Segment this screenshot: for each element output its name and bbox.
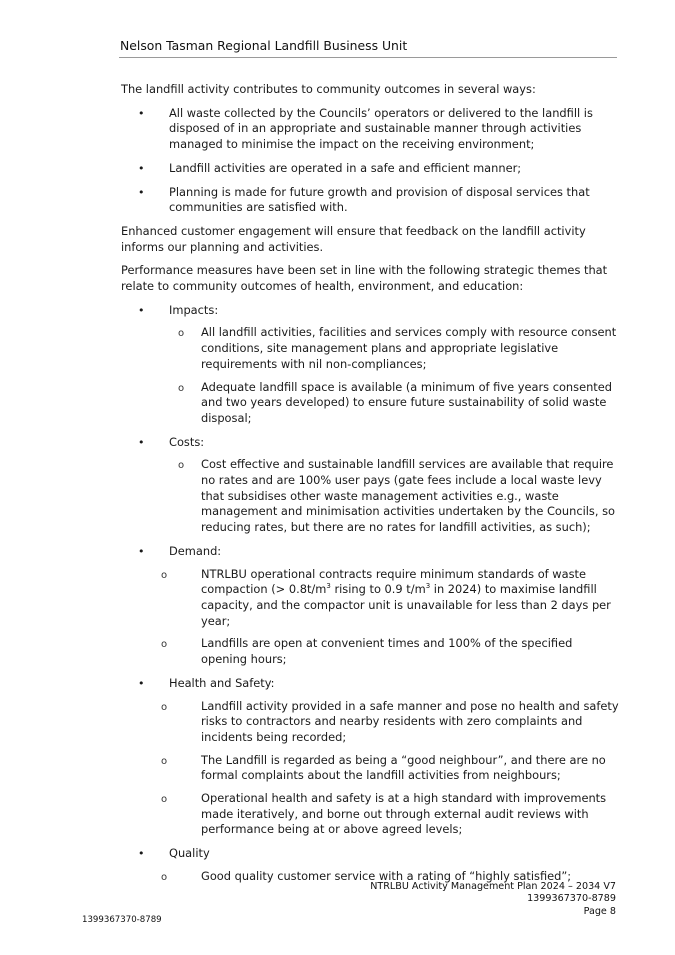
list-item [121,185,621,216]
sub-bullet-icon: o [161,871,168,883]
list-item [161,636,621,667]
theme-demand [121,544,621,668]
measure-text: Landfill activity provided in a safe manner and pose no health and safety risks to contractors and nearby residents with zero complaints and incidents being recorded; [201,698,619,744]
list-item [161,566,621,630]
list-item [121,106,621,153]
outcomes-list [121,106,621,216]
themes-list [121,303,621,885]
measure-text: Adequate landfill space is available (a minimum of five years consented and two years developed) to ensure future sustainability of solid waste disposal; [201,379,613,425]
header-divider [119,57,617,58]
list-item [161,698,621,746]
theme-label: Health and Safety: [169,675,275,690]
theme-costs [121,435,621,536]
list-item [169,457,621,536]
list-item [161,791,621,838]
measure-text: The Landfill is regarded as being a “good neighbour”, and there are no formal complaints about the landfill activities from neighbours; [201,752,606,783]
superscript: 3 [326,582,331,591]
document-id: 1399367370-8789 [82,915,162,925]
bullet-icon: • [138,847,145,861]
bullet-icon: • [138,303,145,317]
bullet-icon: • [138,185,145,199]
sub-bullet-icon: o [161,639,168,651]
sub-bullet-icon: o [161,794,168,806]
superscript: 3 [425,582,431,591]
theme-quality [121,846,621,884]
theme-sublist [161,566,621,668]
outcome-text: Landfill activities are operated in a safe and efficient manner; [169,160,522,175]
sub-bullet-icon: o [161,701,168,713]
engagement-paragraph: Enhanced customer engagement will ensure that feedback on the landfill activity informs our planning and activities. [121,223,586,254]
footer-reference: 1399367370-8789 [527,893,616,905]
sub-bullet-icon: o [178,328,185,340]
page-header-title: Nelson Tasman Regional Landfill Business Unit [120,38,408,53]
measure-text: All landfill activities, facilities and services comply with resource consent conditions, site management plans and appropriate legislative requirements with nil non-compliances; [201,325,617,371]
theme-label: Costs: [169,434,205,449]
compaction-text-part: NTRLBU operational contracts require minimum standards of waste compaction (> 0.8t/m [201,566,587,597]
page-footer [370,881,616,918]
sub-bullet-icon: o [161,569,168,581]
theme-impacts [121,303,621,427]
list-item [169,325,621,372]
sub-bullet-icon: o [178,382,185,394]
theme-sublist [169,325,621,426]
list-item [169,380,621,427]
measure-text: Cost effective and sustainable landfill services are available that require no rates and are 100% user pays (gate fees include a local waste levy that subsidises other waste management activities e.g., waste management and minimisation activities undertaken by the Councils, so reducing rates, but there are no rates for landfill activities, as such); [201,457,615,535]
theme-label: Demand: [169,543,222,558]
footer-plan-title: NTRLBU Activity Management Plan 2024 – 2034 V7 [370,881,616,892]
bullet-icon: • [138,161,145,175]
theme-health-safety [121,676,621,838]
list-item [161,752,621,784]
theme-label: Impacts: [169,302,219,317]
theme-sublist [169,457,621,536]
sub-bullet-icon: o [161,755,168,767]
theme-label: Quality [169,846,210,861]
themes-intro-paragraph: Performance measures have been set in line with the following strategic themes that relate to community outcomes of health, environment, and education: [121,263,608,294]
intro-paragraph: The landfill activity contributes to community outcomes in several ways: [121,82,536,96]
bullet-icon: • [138,106,145,120]
bullet-icon: • [138,435,145,449]
compaction-text-part: in 2024) to maximise landfill capacity, and the compactor unit is unavailable for less than 2 days per year; [201,582,611,628]
outcome-text: All waste collected by the Councils’ operators or delivered to the landfill is disposed of in an appropriate and sustainable manner through activities managed to minimise the impact on the receiving environment; [169,105,593,152]
document-body [121,82,621,893]
measure-text: Operational health and safety is at a high standard with improvements made iteratively, and borne out through external audit reviews with performance being at or above agreed levels; [201,791,607,837]
measure-text: Good quality customer service with a rating of “highly satisfied”; [201,868,572,883]
outcome-text: Planning is made for future growth and provision of disposal services that communities are satisfied with. [169,184,590,215]
theme-sublist [161,698,621,839]
measure-text: Landfills are open at convenient times and 100% of the specified opening hours; [201,636,573,667]
bullet-icon: • [138,676,145,690]
page-number: Page 8 [583,905,616,917]
compaction-text-part: rising to 0.9 t/m [330,582,426,597]
bullet-icon: • [138,544,145,558]
sub-bullet-icon: o [178,460,185,472]
list-item [121,161,621,177]
